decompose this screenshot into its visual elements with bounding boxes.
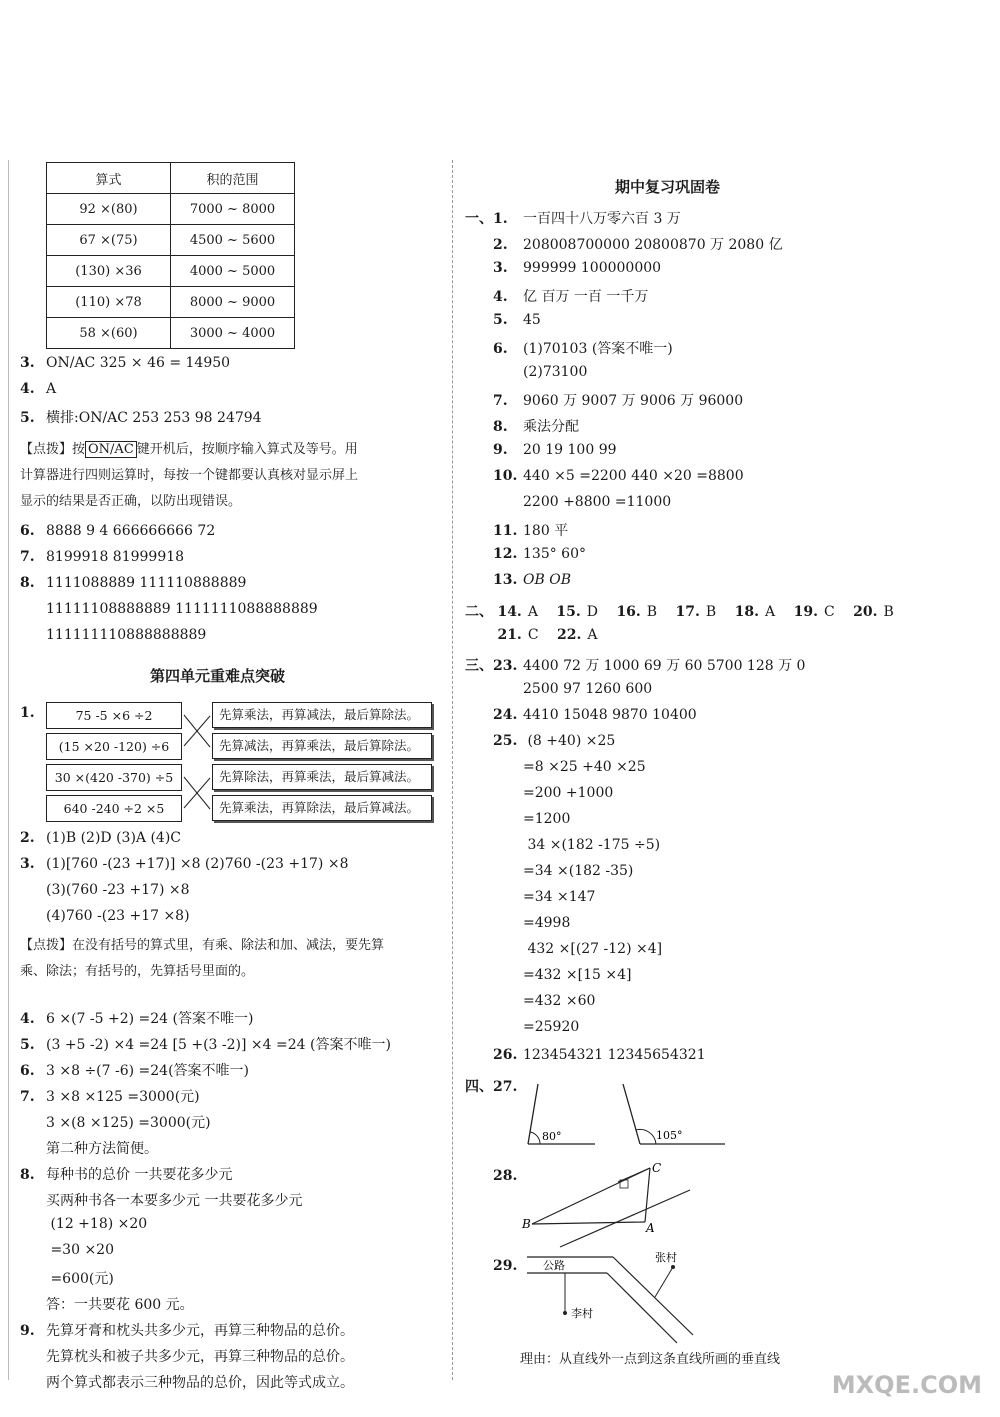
question-number: 1.	[20, 705, 35, 721]
question-number: 四、27.	[465, 1079, 518, 1095]
table-cell: 58 ×(60)	[47, 318, 171, 349]
table-cell: 8000 ~ 9000	[171, 287, 295, 318]
expression-box: 640 -240 ÷2 ×5	[46, 795, 182, 822]
answer-line: 一、1. 一百四十八万零六百 3 万	[465, 211, 681, 227]
answer-line: 2200 +8800 =11000	[523, 494, 672, 510]
table-cell: 4000 ~ 5000	[171, 256, 295, 287]
answer-line: 第二种方法简便。	[46, 1141, 158, 1157]
answer-line: 4. 6 ×(7 -5 +2) =24 (答案不唯一)	[20, 1011, 254, 1027]
answer-line: 8. 乘法分配	[493, 419, 579, 435]
perpendicular-diagram	[520, 1160, 700, 1252]
answer-line: 11. 180 平	[493, 523, 569, 539]
road-label: 公路	[543, 1259, 565, 1272]
answer-line: 2500 97 1260 600	[523, 681, 653, 697]
answer-line: 8. 每种书的总价 一共要花多少元	[20, 1167, 233, 1183]
expression-box: 75 -5 ×6 ÷2	[46, 702, 182, 729]
answer-line: =8 ×25 +40 ×25	[523, 759, 646, 775]
table-cell: 3000 ~ 4000	[171, 318, 295, 349]
answer-line: 4. 亿 百万 一百 一千万	[493, 289, 649, 305]
answer-line: =25920	[523, 1019, 580, 1035]
li-village-label: 李村	[571, 1307, 593, 1320]
table-cell: 7000 ~ 8000	[171, 194, 295, 225]
answer-line: 4. A	[20, 381, 57, 397]
answer-line: =34 ×(182 -35)	[523, 863, 634, 879]
answer-line: 6. 8888 9 4 666666666 72	[20, 523, 216, 539]
answer-line: 答：一共要花 600 元。	[46, 1297, 194, 1313]
answer-line: =200 +1000	[523, 785, 614, 801]
answer-line: 5. 横排:ON/AC 253 253 98 24794	[20, 410, 262, 426]
table-row	[47, 318, 295, 349]
answer-line: 2. (1)B (2)D (3)A (4)C	[20, 830, 182, 846]
point-b-label: B	[522, 1217, 531, 1231]
table-cell: 92 ×(80)	[47, 194, 171, 225]
table-row	[47, 225, 295, 256]
reason-line: 理由：从直线外一点到这条直线所画的垂直线	[520, 1352, 781, 1367]
answer-line: 7. 8199918 81999918	[20, 549, 185, 565]
angle-diagram	[520, 1080, 730, 1148]
point-a-label: A	[646, 1221, 655, 1235]
answer-line: 13. OB OB	[493, 572, 571, 588]
table-header: 积的范围	[171, 163, 295, 194]
answer-line: (3)(760 -23 +17) ×8	[46, 882, 190, 898]
answer-line: 432 ×[(27 -12) ×4]	[523, 941, 663, 957]
answer-line: =34 ×147	[523, 889, 596, 905]
answer-line: 三、23. 4400 72 万 1000 69 万 60 5700 128 万 0	[465, 658, 806, 674]
point-c-label: C	[652, 1161, 662, 1175]
order-box: 先算除法，再算乘法，最后算减法。	[212, 764, 432, 790]
answer-line: 7. 3 ×8 ×125 =3000(元)	[20, 1089, 200, 1105]
answer-line: 两个算式都表示三种物品的总价，因此等式成立。	[46, 1375, 354, 1391]
answer-line: 5. 45	[493, 312, 541, 328]
tip-line: 乘、除法；有括号的，先算括号里面的。	[20, 964, 255, 979]
answer-line: 10. 440 ×5 =2200 440 ×20 =8800	[493, 468, 744, 484]
answer-line: 11111108888889 1111111088888889	[46, 601, 318, 617]
angle-80-label: 80°	[542, 1130, 562, 1143]
matching-lines	[182, 702, 212, 824]
tip-line: 【点拨】在没有括号的算式里，有乘、除法和加、减法，要先算	[20, 938, 385, 953]
onac-key: ON/AC	[85, 441, 137, 458]
answer-line: 9. 20 19 100 99	[493, 442, 617, 458]
table-header: 算式	[47, 163, 171, 194]
answer-line: 9. 先算牙膏和枕头共多少元，再算三种物品的总价。	[20, 1323, 354, 1339]
answer-line: 买两种书各一本要多少元 一共要花多少元	[46, 1193, 303, 1209]
tip-line: 【点拨】按 ON/AC 键开机后，按顺序输入算式及等号。用	[20, 442, 358, 457]
answer-line: 3. (1)[760 -(23 +17)] ×8 (2)760 -(23 +17) ×8	[20, 856, 349, 872]
question-number: 28.	[493, 1168, 518, 1184]
multiple-choice-line: 21. C 22. A	[497, 627, 598, 643]
answer-line: 6. (1)70103 (答案不唯一)	[493, 341, 673, 357]
table-row	[47, 194, 295, 225]
question-number: 29.	[493, 1258, 518, 1274]
section-title: 第四单元重难点突破	[150, 667, 286, 685]
order-box: 先算减法，再算乘法，最后算除法。	[212, 733, 432, 759]
multiple-choice-line: 二、 14. A 15. D 16. B 17. B 18. A 19. C 20. B	[465, 604, 894, 620]
exam-title: 期中复习巩固卷	[615, 178, 721, 196]
answer-line: 7. 9060 万 9007 万 9006 万 96000	[493, 393, 744, 409]
answer-line: 2. 208008700000 20800870 万 2080 亿	[493, 237, 783, 253]
answer-line: (12 +18) ×20	[46, 1216, 148, 1232]
answer-line: 3. ON/AC 325 × 46 = 14950	[20, 355, 231, 371]
answer-line: 5. (3 +5 -2) ×4 =24 [5 +(3 -2)] ×4 =24 (答案不唯一)	[20, 1037, 391, 1053]
answer-line: =432 ×[15 ×4]	[523, 967, 632, 983]
left-margin-line	[8, 160, 9, 1380]
table-cell: (130) ×36	[47, 256, 171, 287]
answer-line: 25. (8 +40) ×25	[493, 733, 616, 749]
answer-line: 111111110888888889	[46, 627, 207, 643]
answer-line: 8. 1111088889 111110888889	[20, 575, 247, 591]
order-box: 先算乘法，再算减法，最后算除法。	[212, 702, 432, 728]
angle-105-label: 105°	[656, 1129, 683, 1142]
watermark: MXQE.COM	[831, 1371, 982, 1399]
zhang-village-label: 张村	[655, 1251, 677, 1264]
expression-box: 30 ×(420 -370) ÷5	[46, 764, 182, 791]
answer-line: 先算枕头和被子共多少元，再算三种物品的总价。	[46, 1349, 354, 1365]
product-range-table	[46, 162, 295, 349]
road-diagram	[523, 1245, 723, 1345]
answer-line: (4)760 -(23 +17 ×8)	[46, 908, 190, 924]
answer-line: =600(元)	[46, 1271, 114, 1287]
answer-line: =432 ×60	[523, 993, 596, 1009]
tip-line: 计算器进行四则运算时，每按一个键都要认真核对显示屏上	[20, 468, 359, 483]
answer-line: 34 ×(182 -175 ÷5)	[523, 837, 661, 853]
table-cell: (110) ×78	[47, 287, 171, 318]
answer-line: 12. 135° 60°	[493, 546, 586, 562]
tip-line: 显示的结果是否正确，以防出现错误。	[20, 494, 242, 509]
answer-line: =4998	[523, 915, 571, 931]
table-row	[47, 256, 295, 287]
answer-line: 3 ×(8 ×125) =3000(元)	[46, 1115, 211, 1131]
column-divider	[452, 160, 453, 1380]
table-cell: 4500 ~ 5600	[171, 225, 295, 256]
answer-line: 26. 123454321 12345654321	[493, 1047, 706, 1063]
answer-line: 6. 3 ×8 ÷(7 -6) =24(答案不唯一)	[20, 1063, 250, 1079]
table-cell: 67 ×(75)	[47, 225, 171, 256]
answer-line: =30 ×20	[46, 1242, 114, 1258]
answer-line: (2)73100	[523, 364, 588, 380]
answer-line: 3. 999999 100000000	[493, 260, 662, 276]
answer-line: 24. 4410 15048 9870 10400	[493, 707, 697, 723]
order-box: 先算乘法，再算除法，最后算减法。	[212, 795, 432, 821]
expression-box: (15 ×20 -120) ÷6	[46, 733, 182, 760]
table-row	[47, 287, 295, 318]
answer-line: =1200	[523, 811, 571, 827]
